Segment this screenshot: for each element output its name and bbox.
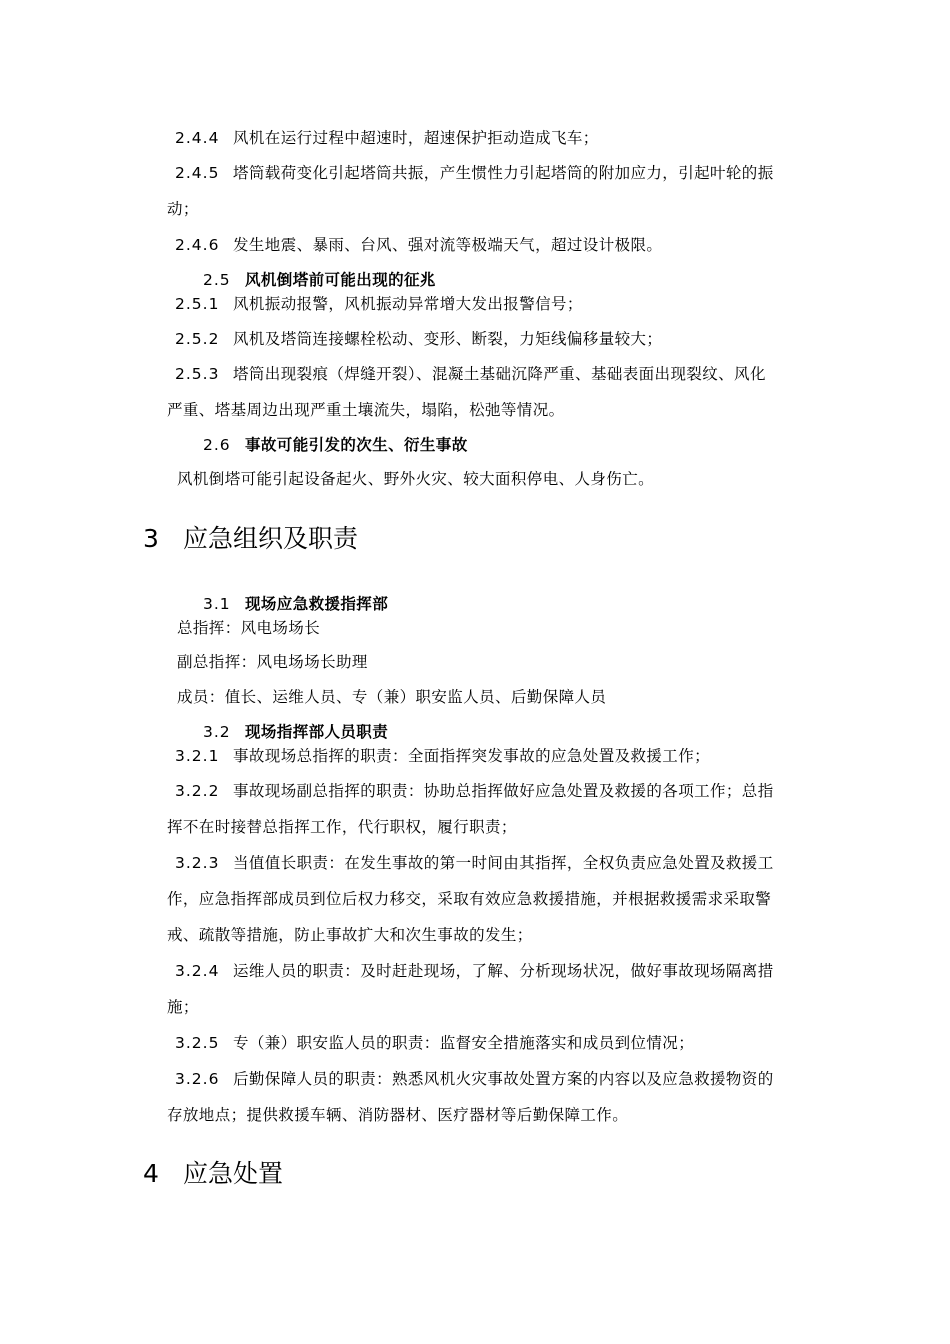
section-2-5-heading: 2.5 风机倒塔前可能出现的征兆	[203, 271, 436, 289]
item-3-2-4-cont: 施；	[167, 998, 199, 1016]
item-2-4-6: 2.4.6 发生地震、暴雨、台风、强对流等极端天气，超过设计极限。	[175, 236, 663, 254]
item-2-4-5: 2.4.5 塔筒载荷变化引起塔筒共振，产生惯性力引起塔筒的附加应力，引起叶轮的振	[175, 164, 774, 182]
item-3-2-3-cont: 作，应急指挥部成员到位后权力移交，采取有效应急救援措施，并根据救援需求采取警	[167, 890, 772, 908]
item-3-2-6: 3.2.6 后勤保障人员的职责：熟悉风机火灾事故处置方案的内容以及应急救援物资的	[175, 1070, 774, 1088]
item-2-5-3-cont: 严重、塔基周边出现严重土壤流失，塌陷，松弛等情况。	[167, 401, 565, 419]
item-2-5-2: 2.5.2 风机及塔筒连接螺栓松动、变形、断裂，力矩线偏移量较大；	[175, 330, 663, 348]
chapter-4-heading: 4 应急处置	[143, 1159, 284, 1188]
item-3-2-4: 3.2.4 运维人员的职责：及时赶赴现场，了解、分析现场状况，做好事故现场隔离措	[175, 962, 774, 980]
item-3-2-3: 3.2.3 当值值长职责：在发生事故的第一时间由其指挥，全权负责应急处置及救援工	[175, 854, 774, 872]
item-3-2-6-cont: 存放地点；提供救援车辆、消防器材、医疗器材等后勤保障工作。	[167, 1106, 629, 1124]
item-2-5-1: 2.5.1 风机振动报警，风机振动异常增大发出报警信号；	[175, 295, 583, 313]
item-3-2-2-cont: 挥不在时接替总指挥工作，代行职权，履行职责；	[167, 818, 517, 836]
item-3-2-1: 3.2.1 事故现场总指挥的职责：全面指挥突发事故的应急处置及救援工作；	[175, 747, 711, 765]
chapter-3-heading: 3 应急组织及职责	[143, 524, 359, 553]
item-2-4-4: 2.4.4 风机在运行过程中超速时，超速保护拒动造成飞车；	[175, 129, 599, 147]
section-3-2-heading: 3.2 现场指挥部人员职责	[203, 723, 389, 741]
deputy-commander-line: 副总指挥：风电场场长助理	[177, 653, 368, 671]
item-2-4-5-cont: 动；	[167, 200, 199, 218]
commander-line: 总指挥：风电场场长	[177, 619, 321, 637]
item-3-2-2: 3.2.2 事故现场副总指挥的职责：协助总指挥做好应急处置及救援的各项工作；总指	[175, 782, 774, 800]
item-3-2-3-cont2: 戒、疏散等措施，防止事故扩大和次生事故的发生；	[167, 926, 533, 944]
item-2-5-3: 2.5.3 塔筒出现裂痕（焊缝开裂）、混凝土基础沉降严重、基础表面出现裂纹、风化	[175, 365, 766, 383]
section-3-1-heading: 3.1 现场应急救援指挥部	[203, 595, 389, 613]
members-line: 成员：值长、运维人员、专（兼）职安监人员、后勤保障人员	[177, 688, 607, 706]
section-2-6-heading: 2.6 事故可能引发的次生、衍生事故	[203, 436, 468, 454]
item-3-2-5: 3.2.5 专（兼）职安监人员的职责：监督安全措施落实和成员到位情况；	[175, 1034, 695, 1052]
section-2-6-body: 风机倒塔可能引起设备起火、野外火灾、较大面积停电、人身伤亡。	[177, 470, 655, 488]
